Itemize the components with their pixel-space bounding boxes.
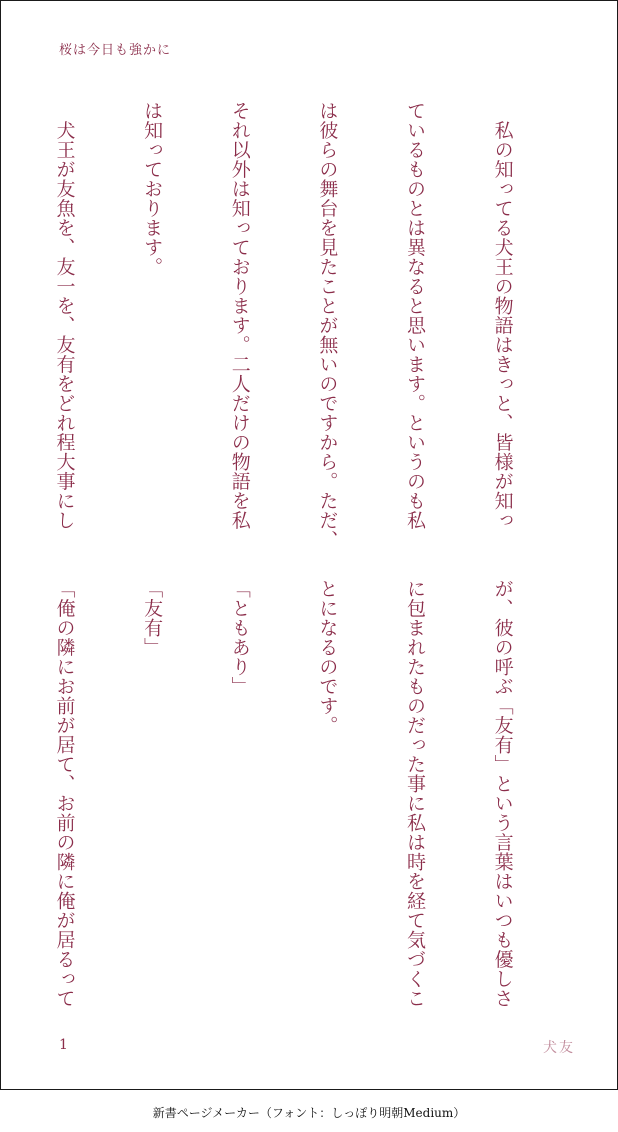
text-line: ているものとは異なると思います。というのも私	[403, 101, 426, 530]
work-title: 犬友	[543, 1040, 575, 1056]
text-line: それ以外は知っております。二人だけの物語を私	[228, 101, 251, 530]
text-line: 犬王が友魚を、友一を、友有をどれ程大事にし	[53, 101, 76, 530]
text-line: が、彼の呼ぶ「友有」という言葉はいつも優しさ	[491, 579, 514, 1008]
text-line: は知っております。	[141, 101, 164, 277]
text-block-upper	[45, 101, 575, 550]
text-line: とになるのです。	[316, 579, 339, 735]
text-line: 私の知ってる犬王の物語はきっと、皆様が知っ	[491, 101, 514, 530]
text-line: は彼らの舞台を見たことが無いのですから。ただ、	[316, 101, 339, 550]
credit-line: 新書ページメーカー（フォント：しっぽり明朝Medium）	[152, 1106, 466, 1120]
text-block-lower	[53, 579, 575, 1017]
page-number: 1	[59, 1037, 68, 1053]
book-title: 桜は今日も強かに	[59, 43, 172, 58]
text-line: 「ともあり」	[228, 579, 251, 696]
text-line: に包まれたものだった事に私は時を経て気づくこ	[403, 579, 426, 1008]
text-line: 「俺の隣にお前が居て、お前の隣に俺が居るって	[53, 579, 76, 1008]
text-line: 「友有」	[141, 579, 164, 657]
